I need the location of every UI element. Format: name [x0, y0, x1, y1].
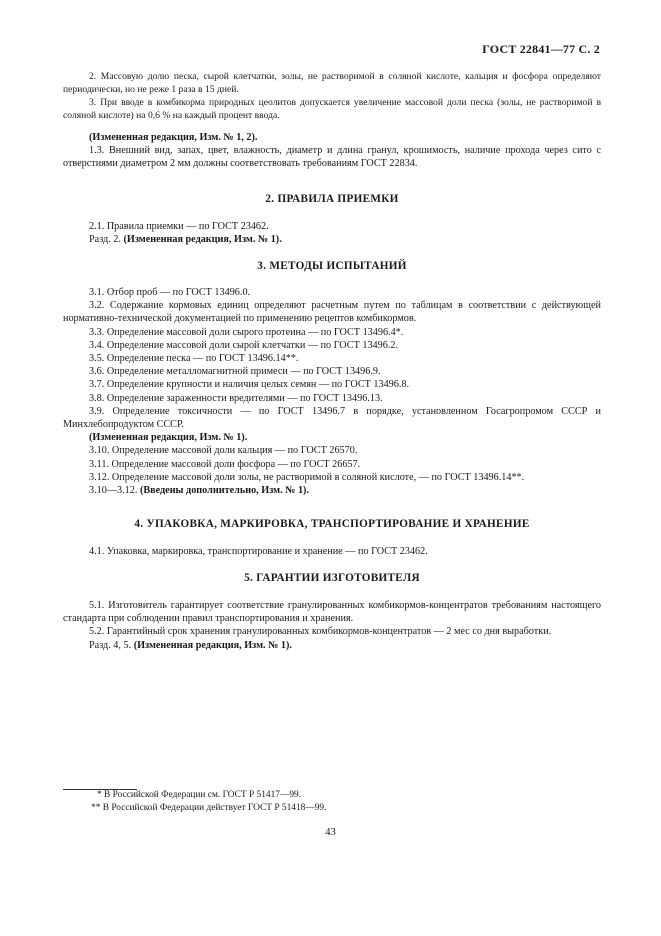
footnotes: [63, 789, 601, 814]
paragraph-1-3: 1.3. Внешний вид, запах, цвет, влажность, диаметр и длина гранул, крошимость, наличие прохода через сито с отверстиями диаметром 2 мм должны соответствовать требованиям ГОСТ 22834.: [63, 145, 601, 170]
document-header: ГОСТ 22841—77 С. 2: [482, 42, 600, 56]
paragraph-3-6: 3.6. Определение металломагнитной примеси — по ГОСТ 13496.9.: [89, 366, 381, 378]
paragraph-4-1: 4.1. Упаковка, маркировка, транспортирование и хранение — по ГОСТ 23462.: [89, 546, 428, 557]
paragraph-3-12: 3.12. Определение массовой доли золы, не растворимой в соляной кислоте, — по ГОСТ 13496.14**.: [89, 471, 525, 483]
amendment-note: (Измененная редакция, Изм. № 1).: [89, 432, 248, 444]
paragraph-3-10: 3.10. Определение массовой доли кальция — по ГОСТ 26570.: [89, 445, 358, 457]
amendment-note: (Измененная редакция, Изм. № 1, 2).: [89, 132, 258, 143]
footnote-2: ** В Российской Федерации действует ГОСТ Р 51418—99.: [91, 802, 327, 813]
razd-prefix: Разд. 4, 5.: [89, 639, 132, 651]
razd-prefix: Разд. 2.: [89, 234, 121, 246]
section-2-amendment: [63, 233, 601, 246]
section-2-title: 2. ПРАВИЛА ПРИЕМКИ: [265, 193, 399, 205]
paragraph-3-3: 3.3. Определение массовой доли сырого протеина — по ГОСТ 13496.4*.: [89, 326, 404, 338]
section-3-introduced-note: [63, 484, 601, 497]
paragraph-3-2: 3.2. Содержание кормовых единиц определяют расчетным путем по таблицам в соответствии с действующей нормативно-технической документацией по применению рецептов комбикормов.: [63, 300, 601, 325]
page-number: 43: [325, 827, 336, 838]
introduced-note: (Введены дополнительно, Изм. № 1).: [139, 485, 310, 497]
paragraph-3-5: 3.5. Определение песка — по ГОСТ 13496.14**.: [89, 353, 299, 365]
section-3-title: 3. МЕТОДЫ ИСПЫТАНИЙ: [257, 260, 407, 272]
paragraph-3-8: 3.8. Определение зараженности вредителями — по ГОСТ 13496.13.: [89, 392, 383, 404]
section-5-title: 5. ГАРАНТИИ ИЗГОТОВИТЕЛЯ: [244, 572, 420, 584]
note-3: 3. При вводе в комбикорма природных цеолитов допускается увеличение массовой доли песка (золы, не растворимой в соляной кислоте) на 0,6 % на каждый процент ввода.: [63, 97, 601, 121]
paragraph-3-1: 3.1. Отбор проб — по ГОСТ 13496.0.: [89, 287, 251, 298]
paragraph-3-4: 3.4. Определение массовой доли сырой клетчатки — по ГОСТ 13496.2.: [89, 339, 399, 351]
paragraph-3-11: 3.11. Определение массовой доли фосфора — по ГОСТ 26657.: [89, 458, 361, 470]
paragraph-5-1: 5.1. Изготовитель гарантирует соответствие гранулированных комбикормов-концентратов требованиям настоящего стандарта при соблюдении правил транспортирования и хранения.: [63, 600, 601, 625]
paragraph-2-1: 2.1. Правила приемки — по ГОСТ 23462.: [89, 221, 269, 232]
section-5-amendment: [63, 639, 601, 652]
paragraph-3-7: 3.7. Определение крупности и наличия целых семян — по ГОСТ 13496.8.: [89, 379, 410, 391]
section-4-title: 4. УПАКОВКА, МАРКИРОВКА, ТРАНСПОРТИРОВАНИЕ И ХРАНЕНИЕ: [134, 518, 530, 530]
items-prefix: 3.10—3.12.: [89, 485, 138, 497]
note-2: 2. Массовую долю песка, сырой клетчатки, золы, не растворимой в соляной кислоте, кальция и фосфора определяют периодически, но не реже 1 раза в 15 дней.: [63, 71, 601, 95]
amendment-note: (Измененная редакция, Изм. № 1).: [123, 234, 282, 246]
paragraph-3-9: 3.9. Определение токсичности — по ГОСТ 13496.7 в порядке, установленном Госагропромом СССР и Минхлебопродуктом СССР.: [63, 405, 601, 431]
paragraph-5-2: 5.2. Гарантийный срок хранения гранулированных комбикормов-концентратов — 2 мес со дня выработки.: [89, 626, 552, 638]
amendment-note: (Измененная редакция, Изм. № 1).: [133, 639, 292, 651]
footnote-1: * В Российской Федерации см. ГОСТ Р 51417—99.: [97, 790, 302, 800]
